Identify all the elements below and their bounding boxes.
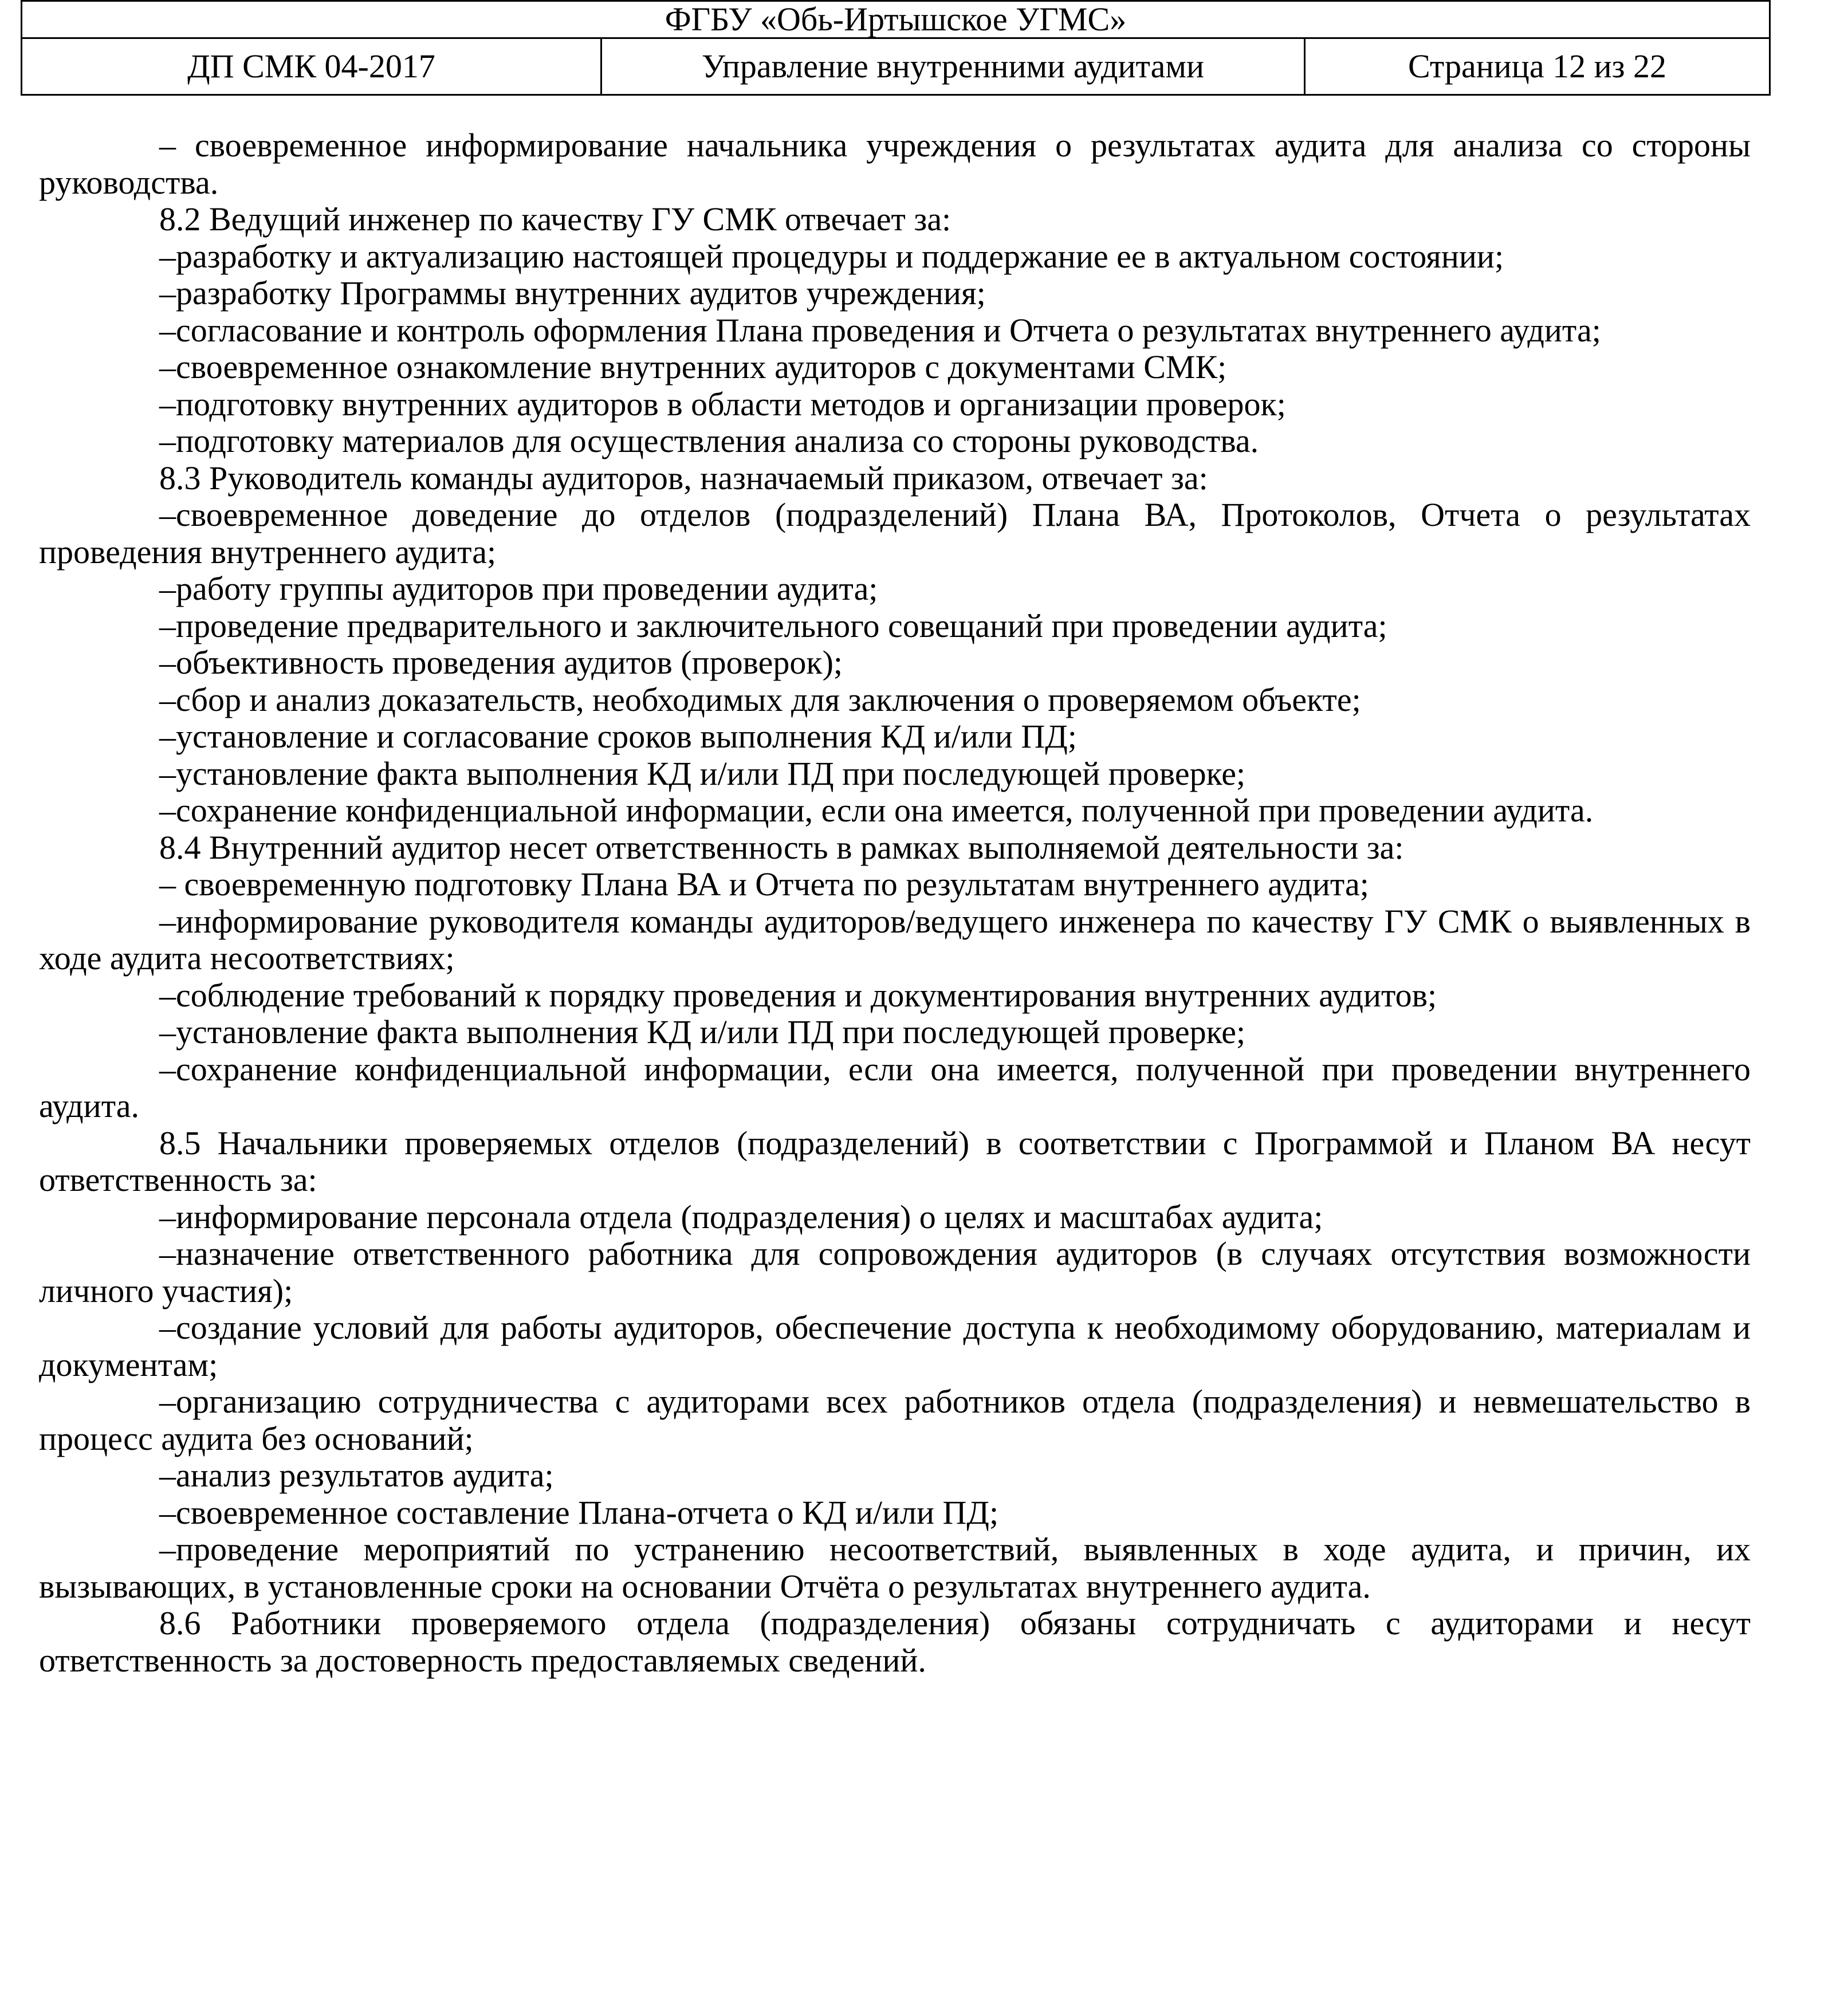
list-item: –организацию сотрудничества с аудиторами всех работников отдела (подразделения) и невмешательство в процесс аудита без оснований;	[39, 1383, 1751, 1457]
section-heading: 8.6 Работники проверяемого отдела (подразделения) обязаны сотрудничать с аудиторами и несут ответственность за достоверность предоставляемых сведений.	[39, 1604, 1751, 1679]
list-item: –соблюдение требований к порядку проведения и документирования внутренних аудитов;	[159, 976, 1437, 1014]
list-item: –сохранение конфиденциальной информации, если она имеется, полученной при проведении внутреннего аудита.	[39, 1050, 1751, 1124]
document-body	[39, 127, 1751, 1679]
list-item: – своевременную подготовку Плана ВА и Отчета по результатам внутреннего аудита;	[159, 866, 1369, 903]
list-item: –работу группы аудиторов при проведении аудита;	[159, 570, 878, 607]
list-item: –своевременное доведение до отделов (подразделений) Плана ВА, Протоколов, Отчета о результатах проведения внутреннего аудита;	[39, 496, 1751, 571]
list-item: –подготовку внутренних аудиторов в области методов и организации проверок;	[159, 385, 1286, 423]
list-item: –своевременное составление Плана-отчета о КД и/или ПД;	[159, 1493, 999, 1531]
list-item: –проведение предварительного и заключительного совещаний при проведении аудита;	[159, 607, 1387, 644]
list-item: –назначение ответственного работника для сопровождения аудиторов (в случаях отсутствия возможности личного участия);	[39, 1235, 1751, 1309]
list-item: –установление факта выполнения КД и/или ПД при последующей проверке;	[159, 754, 1246, 792]
list-item: –установление факта выполнения КД и/или ПД при последующей проверке;	[159, 1013, 1246, 1051]
list-item: –разработку Программы внутренних аудитов учреждения;	[159, 274, 986, 312]
page-number: Страница 12 из 22	[1305, 38, 1770, 95]
section-heading: 8.5 Начальники проверяемых отделов (подразделений) в соответствии с Программой и Планом ВА несут ответственность за:	[39, 1124, 1751, 1198]
section-heading: 8.2 Ведущий инженер по качеству ГУ СМК отвечает за:	[159, 200, 951, 238]
list-item: –сбор и анализ доказательств, необходимых для заключения о проверяемом объекте;	[159, 681, 1361, 718]
list-item: –информирование руководителя команды аудиторов/ведущего инженера по качеству ГУ СМК о выявленных в ходе аудита несоответствиях;	[39, 902, 1751, 977]
document-code: ДП СМК 04-2017	[22, 38, 601, 95]
list-item: –анализ результатов аудита;	[159, 1457, 554, 1494]
section-heading: 8.4 Внутренний аудитор несет ответственность в рамках выполняемой деятельности за:	[159, 828, 1404, 866]
organization-name: ФГБУ «Обь-Иртышское УГМС»	[22, 1, 1770, 38]
list-item: –установление и согласование сроков выполнения КД и/или ПД;	[159, 718, 1077, 755]
list-item: –создание условий для работы аудиторов, обеспечение доступа к необходимому оборудованию, материалам и документам;	[39, 1309, 1751, 1383]
section-heading: 8.3 Руководитель команды аудиторов, назначаемый приказом, отвечает за:	[159, 459, 1208, 497]
list-item: –подготовку материалов для осуществления анализа со стороны руководства.	[159, 422, 1259, 459]
document-header-table	[21, 0, 1771, 96]
list-item: –информирование персонала отдела (подразделения) о целях и масштабах аудита;	[159, 1198, 1323, 1236]
list-item: –своевременное ознакомление внутренних аудиторов с документами СМК;	[159, 348, 1227, 386]
document-title: Управление внутренними аудитами	[601, 38, 1305, 95]
paragraph: – своевременное информирование начальника учреждения о результатах аудита для анализа со стороны руководства.	[39, 127, 1751, 201]
list-item: –проведение мероприятий по устранению несоответствий, выявленных в ходе аудита, и причин, их вызывающих, в установленные сроки на основании Отчёта о результатах внутреннего аудита.	[39, 1531, 1751, 1605]
list-item: –разработку и актуализацию настоящей процедуры и поддержание ее в актуальном состоянии;	[159, 237, 1504, 275]
list-item: –сохранение конфиденциальной информации, если она имеется, полученной при проведении аудита.	[159, 792, 1594, 829]
list-item: –согласование и контроль оформления Плана проведения и Отчета о результатах внутреннего аудита;	[159, 311, 1601, 349]
list-item: –объективность проведения аудитов (проверок);	[159, 644, 843, 681]
